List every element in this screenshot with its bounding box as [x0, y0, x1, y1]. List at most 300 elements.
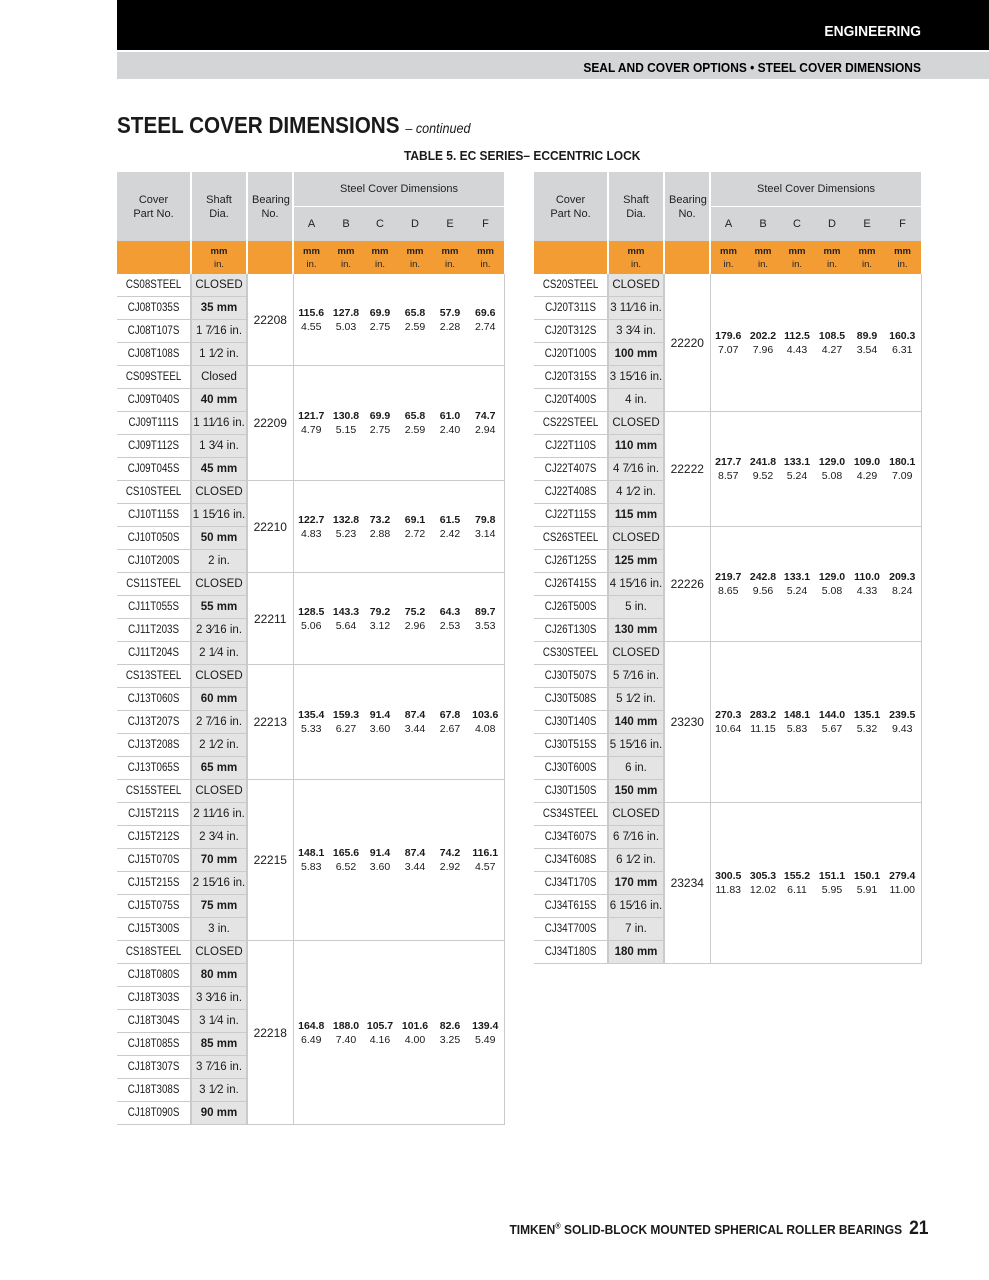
cover-part-no: CJ20T311S	[540, 297, 603, 320]
dim-in-value: 4.00	[404, 1033, 426, 1046]
bearing-no: 23234	[664, 803, 710, 964]
dim-in-value: 2.94	[475, 424, 496, 436]
shaft-dia: 7 in.	[608, 918, 664, 941]
dim-in-value: 2.75	[369, 424, 391, 436]
cover-part-no: CJ30T508S	[540, 688, 603, 711]
unit-mm-label: mm	[406, 245, 424, 257]
dim-mm-value: 75.2	[404, 605, 426, 618]
dim-mm-value: 109.0	[853, 456, 881, 468]
dim-mm-value: 155.2	[783, 870, 811, 882]
cover-part-no: CS15STEEL	[123, 780, 186, 803]
dim-mm-value: 135.4	[298, 709, 325, 721]
unit-in-label: in.	[826, 258, 838, 270]
footer-text: SOLID-BLOCK MOUNTED SPHERICAL ROLLER BEARINGS	[561, 1222, 903, 1237]
unit-in-label: in.	[213, 258, 225, 270]
shaft-dia: 3 15⁄16 in.	[608, 366, 664, 389]
dim-e-value	[433, 481, 467, 573]
header-steel-cover-dimensions: Steel Cover Dimensions	[710, 172, 921, 207]
dim-in-value: 3.25	[439, 1033, 461, 1046]
dim-mm-value: 270.3	[715, 709, 742, 721]
units-row	[534, 241, 921, 274]
dim-mm-value: 139.4	[472, 1019, 499, 1032]
dim-b-value	[746, 527, 780, 642]
cover-part-no: CJ13T207S	[123, 711, 186, 734]
dim-in-value: 5.03	[335, 320, 357, 333]
dim-b-value	[746, 412, 780, 527]
dim-b-value	[329, 941, 363, 1125]
shaft-dia: 6 1⁄2 in.	[608, 849, 664, 872]
cover-part-no: CJ15T300S	[123, 918, 186, 941]
dim-mm-value: 61.0	[439, 410, 461, 422]
cover-part-no: CJ18T080S	[123, 964, 186, 987]
dim-mm-value: 116.1	[472, 847, 499, 859]
dimensions-table-right	[534, 172, 922, 964]
shaft-dia: 110 mm	[608, 435, 664, 458]
dim-d-value	[814, 803, 850, 964]
dim-mm-value: 65.8	[404, 410, 426, 422]
dim-in-value: 5.83	[786, 723, 808, 735]
dim-mm-value: 69.9	[369, 410, 391, 422]
table-row	[117, 366, 504, 389]
dim-in-value: 11.00	[889, 884, 916, 896]
bearing-no: 22210	[247, 481, 293, 573]
dim-in-value: 4.57	[475, 861, 496, 873]
footer-registered-mark: ®	[555, 1221, 562, 1231]
dim-mm-value: 135.1	[853, 709, 881, 721]
cover-part-no: CJ30T507S	[540, 665, 603, 688]
header-dim-f: F	[884, 207, 921, 242]
cover-part-no: CS18STEEL	[123, 941, 186, 964]
dim-mm-value: 89.7	[475, 605, 496, 618]
dim-mm-value: 239.5	[889, 709, 916, 721]
dim-mm-value: 242.8	[749, 571, 777, 583]
dim-in-value: 12.02	[749, 884, 777, 896]
dim-in-value: 3.60	[369, 723, 391, 735]
dim-mm-value: 79.2	[369, 605, 391, 618]
cover-part-no: CJ18T308S	[123, 1079, 186, 1102]
dim-f-value	[467, 665, 504, 780]
dim-mm-value: 115.6	[298, 306, 325, 319]
shaft-dia: 150 mm	[608, 780, 664, 803]
dim-in-value: 2.96	[404, 619, 426, 632]
dim-mm-value: 202.2	[749, 329, 777, 342]
shaft-dia: CLOSED	[191, 481, 247, 504]
shaft-dia: 2 11⁄16 in.	[191, 803, 247, 826]
dim-mm-value: 133.1	[783, 456, 811, 468]
dim-mm-value: 159.3	[332, 709, 360, 721]
dim-mm-value: 69.9	[369, 306, 391, 319]
cover-part-no: CS30STEEL	[540, 642, 603, 665]
unit-mm-label: mm	[858, 245, 876, 257]
header-shaft-dia: Shaft Dia.	[608, 172, 664, 241]
dim-mm-value: 305.3	[749, 870, 777, 882]
cover-part-no: CJ11T204S	[123, 642, 186, 665]
dim-in-value: 5.91	[856, 884, 878, 896]
dim-b-value	[329, 366, 363, 481]
dim-in-value: 2.74	[475, 320, 496, 333]
dim-in-value: 6.11	[787, 884, 807, 896]
units-part-blank	[534, 241, 608, 274]
dim-d-value	[814, 642, 850, 803]
dim-mm-value: 82.6	[439, 1019, 461, 1032]
dim-in-value: 3.14	[475, 527, 496, 540]
section-header-bar	[117, 0, 989, 50]
dim-mm-value: 103.6	[472, 709, 499, 721]
units-bearing-blank	[247, 241, 293, 274]
dim-e-value	[433, 665, 467, 780]
header-steel-cover-dimensions: Steel Cover Dimensions	[293, 172, 504, 207]
dim-e-value	[850, 642, 884, 803]
units-dim-b	[329, 241, 363, 274]
shaft-dia: 45 mm	[191, 458, 247, 481]
dim-mm-value: 87.4	[404, 709, 426, 721]
dim-in-value: 2.67	[439, 723, 461, 735]
units-dim-f	[467, 241, 504, 274]
dim-e-value	[433, 780, 467, 941]
cover-part-no: CJ26T125S	[540, 550, 603, 573]
dim-f-value	[884, 274, 921, 412]
dim-mm-value: 180.1	[889, 456, 916, 468]
header-shaft-dia: Shaft Dia.	[191, 172, 247, 241]
shaft-dia: 2 1⁄2 in.	[191, 734, 247, 757]
dim-c-value	[363, 665, 397, 780]
dim-in-value: 2.75	[369, 320, 391, 333]
shaft-dia: 60 mm	[191, 688, 247, 711]
unit-in-label: in.	[306, 258, 317, 270]
dim-a-value	[293, 366, 329, 481]
dim-f-value	[884, 642, 921, 803]
subsection-label: SEAL AND COVER OPTIONS • STEEL COVER DIMENSIONS	[583, 60, 921, 75]
dim-d-value	[814, 412, 850, 527]
dim-e-value	[850, 274, 884, 412]
cover-part-no: CJ22T110S	[540, 435, 603, 458]
header-dim-b: B	[329, 207, 363, 242]
dim-f-value	[467, 780, 504, 941]
shaft-dia: 4 1⁄2 in.	[608, 481, 664, 504]
cover-part-no: CJ15T211S	[123, 803, 186, 826]
shaft-dia: 2 in.	[191, 550, 247, 573]
dim-in-value: 5.67	[821, 723, 843, 735]
cover-part-no: CJ13T208S	[123, 734, 186, 757]
header-dim-c: C	[363, 207, 397, 242]
unit-mm-label: mm	[627, 245, 645, 257]
shaft-dia: 2 1⁄4 in.	[191, 642, 247, 665]
shaft-dia: 130 mm	[608, 619, 664, 642]
dimensions-table-left	[117, 172, 505, 1125]
bearing-no: 22222	[664, 412, 710, 527]
dim-in-value: 2.59	[404, 320, 426, 333]
dim-d-value	[814, 527, 850, 642]
dim-mm-value: 219.7	[715, 571, 742, 583]
header-part-no: Cover Part No.	[534, 172, 608, 241]
dim-in-value: 2.28	[439, 320, 461, 333]
units-dim-d	[814, 241, 850, 274]
units-dim-f	[884, 241, 921, 274]
shaft-dia: 3 7⁄16 in.	[191, 1056, 247, 1079]
dim-in-value: 7.07	[718, 343, 739, 356]
dim-mm-value: 61.5	[439, 513, 461, 526]
units-part-blank	[117, 241, 191, 274]
dim-in-value: 5.95	[821, 884, 843, 896]
dim-in-value: 2.40	[439, 424, 461, 436]
cover-part-no: CJ09T040S	[123, 389, 186, 412]
dim-f-value	[884, 527, 921, 642]
cover-part-no: CJ18T304S	[123, 1010, 186, 1033]
shaft-dia: 1 7⁄16 in.	[191, 320, 247, 343]
unit-in-label: in.	[791, 258, 803, 270]
dim-mm-value: 148.1	[783, 709, 811, 721]
dim-a-value	[293, 941, 329, 1125]
shaft-dia: 2 7⁄16 in.	[191, 711, 247, 734]
dim-mm-value: 130.8	[332, 410, 360, 422]
page-footer	[510, 1218, 929, 1240]
cover-part-no: CJ22T408S	[540, 481, 603, 504]
dim-mm-value: 91.4	[369, 709, 391, 721]
table-row	[117, 573, 504, 596]
units-dim-e	[433, 241, 467, 274]
header-dim-b: B	[746, 207, 780, 242]
dim-mm-value: 101.6	[401, 1019, 429, 1032]
table-row	[534, 274, 921, 297]
header-dim-f: F	[467, 207, 504, 242]
shaft-dia: 5 1⁄2 in.	[608, 688, 664, 711]
table-row	[534, 412, 921, 435]
dim-in-value: 8.57	[718, 470, 739, 482]
units-dim-e	[850, 241, 884, 274]
dim-in-value: 4.27	[821, 343, 843, 356]
dim-c-value	[780, 412, 814, 527]
dim-in-value: 2.72	[404, 527, 426, 540]
dim-mm-value: 69.1	[404, 513, 426, 526]
shaft-dia: 5 7⁄16 in.	[608, 665, 664, 688]
cover-part-no: CS20STEEL	[540, 274, 603, 297]
dim-c-value	[780, 642, 814, 803]
cover-part-no: CJ15T070S	[123, 849, 186, 872]
bearing-no: 22218	[247, 941, 293, 1125]
table-row	[117, 941, 504, 964]
bearing-no: 22208	[247, 274, 293, 366]
dim-c-value	[363, 274, 397, 366]
shaft-dia: 35 mm	[191, 297, 247, 320]
dim-in-value: 8.24	[892, 585, 913, 597]
dim-mm-value: 57.9	[439, 306, 461, 319]
cover-part-no: CJ34T608S	[540, 849, 603, 872]
header-row	[534, 172, 921, 207]
dim-f-value	[884, 803, 921, 964]
bearing-no: 22215	[247, 780, 293, 941]
header-dim-e: E	[433, 207, 467, 242]
page-number: 21	[909, 1218, 929, 1239]
shaft-dia: CLOSED	[608, 642, 664, 665]
dim-f-value	[467, 481, 504, 573]
cover-part-no: CS11STEEL	[123, 573, 186, 596]
cover-part-no: CS10STEEL	[123, 481, 186, 504]
dim-e-value	[433, 941, 467, 1125]
unit-mm-label: mm	[823, 245, 841, 257]
unit-in-label: in.	[723, 258, 734, 270]
shaft-dia: 2 3⁄4 in.	[191, 826, 247, 849]
shaft-dia: 180 mm	[608, 941, 664, 964]
cover-part-no: CJ34T700S	[540, 918, 603, 941]
shaft-dia: 6 in.	[608, 757, 664, 780]
header-dim-c: C	[780, 207, 814, 242]
dim-in-value: 5.24	[786, 585, 808, 597]
shaft-dia: 6 15⁄16 in.	[608, 895, 664, 918]
dim-mm-value: 150.1	[853, 870, 881, 882]
dim-mm-value: 91.4	[369, 847, 391, 859]
shaft-dia: 4 7⁄16 in.	[608, 458, 664, 481]
header-dim-d: D	[814, 207, 850, 242]
dim-mm-value: 148.1	[298, 847, 325, 859]
dim-in-value: 3.44	[404, 861, 426, 873]
cover-part-no: CJ20T400S	[540, 389, 603, 412]
shaft-dia: 3 1⁄2 in.	[191, 1079, 247, 1102]
cover-part-no: CJ08T108S	[123, 343, 186, 366]
dim-mm-value: 112.5	[784, 329, 810, 342]
dim-d-value	[397, 481, 433, 573]
dim-mm-value: 129.0	[818, 571, 846, 583]
shaft-dia: CLOSED	[191, 780, 247, 803]
bearing-no: 22220	[664, 274, 710, 412]
dim-b-value	[746, 274, 780, 412]
cover-part-no: CJ13T060S	[123, 688, 186, 711]
dim-f-value	[467, 274, 504, 366]
dim-d-value	[397, 366, 433, 481]
dim-mm-value: 127.8	[332, 306, 360, 319]
dim-f-value	[467, 366, 504, 481]
dim-in-value: 4.29	[856, 470, 878, 482]
units-dim-b	[746, 241, 780, 274]
shaft-dia: 70 mm	[191, 849, 247, 872]
dim-mm-value: 67.8	[439, 709, 461, 721]
unit-in-label: in.	[374, 258, 386, 270]
dim-in-value: 5.23	[335, 527, 357, 540]
unit-mm-label: mm	[210, 245, 228, 257]
cover-part-no: CJ30T140S	[540, 711, 603, 734]
dim-mm-value: 129.0	[818, 456, 846, 468]
dim-e-value	[433, 274, 467, 366]
dim-e-value	[850, 527, 884, 642]
unit-in-label: in.	[757, 258, 769, 270]
shaft-dia: 5 in.	[608, 596, 664, 619]
units-dim-a	[293, 241, 329, 274]
dim-mm-value: 151.1	[818, 870, 846, 882]
cover-part-no: CS22STEEL	[540, 412, 603, 435]
shaft-dia: 50 mm	[191, 527, 247, 550]
dim-in-value: 4.79	[301, 424, 322, 436]
header-part-no: Cover Part No.	[117, 172, 191, 241]
cover-part-no: CJ34T170S	[540, 872, 603, 895]
dim-in-value: 4.08	[475, 723, 496, 735]
dim-in-value: 6.27	[335, 723, 357, 735]
cover-part-no: CJ09T112S	[123, 435, 186, 458]
shaft-dia: 1 11⁄16 in.	[191, 412, 247, 435]
header-bearing-no: Bearing No.	[664, 172, 710, 241]
dim-mm-value: 121.7	[298, 410, 325, 422]
dim-in-value: 11.83	[715, 884, 741, 896]
cover-part-no: CS13STEEL	[123, 665, 186, 688]
dim-in-value: 7.40	[335, 1033, 357, 1046]
dim-mm-value: 133.1	[783, 571, 811, 583]
cover-part-no: CJ26T500S	[540, 596, 603, 619]
shaft-dia: 3 in.	[191, 918, 247, 941]
dim-a-value	[293, 481, 329, 573]
cover-part-no: CJ13T065S	[123, 757, 186, 780]
shaft-dia: CLOSED	[608, 274, 664, 297]
dim-in-value: 5.32	[856, 723, 878, 735]
dim-mm-value: 160.3	[889, 329, 916, 342]
units-shaft	[608, 241, 664, 274]
cover-part-no: CJ15T215S	[123, 872, 186, 895]
cover-part-no: CJ08T107S	[123, 320, 186, 343]
unit-mm-label: mm	[303, 245, 320, 257]
unit-in-label: in.	[409, 258, 421, 270]
subsection-header-bar	[117, 52, 989, 79]
dim-a-value	[293, 780, 329, 941]
dim-in-value: 4.33	[856, 585, 878, 597]
dim-in-value: 9.43	[892, 723, 913, 735]
dim-mm-value: 65.8	[404, 306, 426, 319]
dim-mm-value: 122.7	[298, 513, 325, 526]
dim-b-value	[329, 780, 363, 941]
header-dim-e: E	[850, 207, 884, 242]
shaft-dia: CLOSED	[191, 665, 247, 688]
shaft-dia: CLOSED	[191, 573, 247, 596]
shaft-dia: 55 mm	[191, 596, 247, 619]
bearing-no: 22211	[247, 573, 293, 665]
dim-in-value: 7.96	[752, 343, 774, 356]
shaft-dia: 85 mm	[191, 1033, 247, 1056]
table-caption: TABLE 5. EC SERIES– ECCENTRIC LOCK	[404, 148, 641, 163]
dim-mm-value: 164.8	[298, 1019, 325, 1032]
dim-c-value	[363, 573, 397, 665]
cover-part-no: CJ10T115S	[123, 504, 186, 527]
units-dim-c	[363, 241, 397, 274]
cover-part-no: CJ26T415S	[540, 573, 603, 596]
dim-in-value: 5.49	[475, 1033, 496, 1046]
cover-part-no: CJ22T115S	[540, 504, 603, 527]
dim-in-value: 4.55	[301, 320, 322, 333]
dim-e-value	[433, 366, 467, 481]
cover-part-no: CJ20T312S	[540, 320, 603, 343]
page-title	[117, 112, 470, 139]
dim-in-value: 5.08	[821, 470, 843, 482]
dim-in-value: 10.64	[715, 723, 742, 735]
cover-part-no: CJ30T600S	[540, 757, 603, 780]
unit-mm-label: mm	[371, 245, 389, 257]
dim-in-value: 5.15	[335, 424, 357, 436]
dim-in-value: 5.64	[335, 619, 357, 632]
dim-in-value: 2.53	[439, 619, 461, 632]
units-row	[117, 241, 504, 274]
shaft-dia: 6 7⁄16 in.	[608, 826, 664, 849]
dim-mm-value: 179.6	[715, 329, 742, 342]
dim-f-value	[467, 573, 504, 665]
shaft-dia: CLOSED	[608, 412, 664, 435]
cover-part-no: CJ34T615S	[540, 895, 603, 918]
dim-mm-value: 279.4	[889, 870, 916, 882]
dim-mm-value: 74.7	[475, 410, 496, 422]
dim-a-value	[710, 527, 746, 642]
shaft-dia: 80 mm	[191, 964, 247, 987]
dim-b-value	[746, 803, 780, 964]
units-bearing-blank	[664, 241, 710, 274]
dim-mm-value: 165.6	[332, 847, 360, 859]
dim-in-value: 2.42	[439, 527, 461, 540]
shaft-dia: 90 mm	[191, 1102, 247, 1125]
shaft-dia: 4 15⁄16 in.	[608, 573, 664, 596]
cover-part-no: CJ09T045S	[123, 458, 186, 481]
